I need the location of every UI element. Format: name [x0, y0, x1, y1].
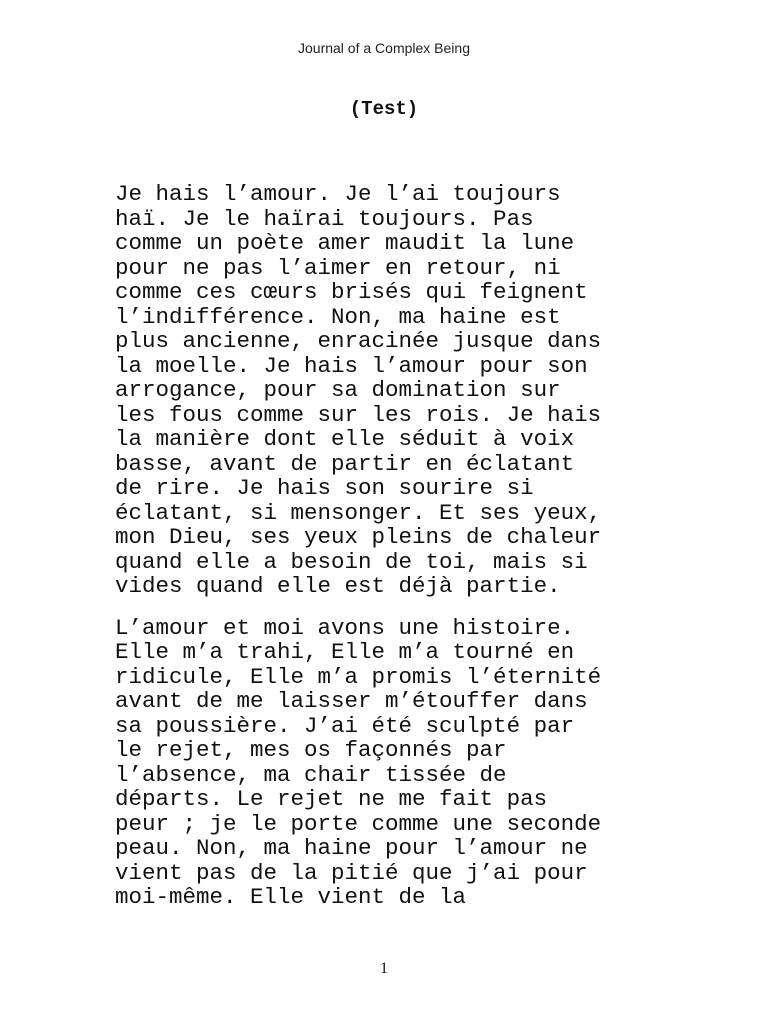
running-header: Journal of a Complex Being	[298, 40, 470, 56]
page-number: 1	[380, 960, 388, 977]
paragraph-2: L’amour et moi avons une histoire. Elle m’a trahi, Elle m’a tourné en ridicule, Elle m’a promis l’éternité avant de me laisser m’étouffer dans sa poussière. J’ai été sculpté par le rejet, mes os façonnés par l’absence, ma chair tissée de départs. Le rejet ne me fait pas peur ; je le porte comme une seconde peau. Non, ma haine pour l’amour ne vient pas de la pitié que j’ai pour moi-même. Elle vient de la	[115, 614, 602, 910]
chapter-title: (Test)	[349, 98, 419, 120]
paragraph-1: Je hais l’amour. Je l’ai toujours haï. Je le haïrai toujours. Pas comme un poète amer maudit la lune pour ne pas l’aimer en retour, ni comme ces cœurs brisés qui feignent l’indifférence. Non, ma haine est plus ancienne, enracinée jusque dans la moelle. Je hais l’amour pour son arrogance, pour sa domination sur les fous comme sur les rois. Je hais la manière dont elle séduit à voix basse, avant de partir en éclatant de rire. Je hais son sourire si éclatant, si mensonger. Et ses yeux, mon Dieu, ses yeux pleins de chaleur quand elle a besoin de toi, mais si vides quand elle est déjà partie.	[115, 181, 602, 599]
body-text	[115, 182, 695, 910]
